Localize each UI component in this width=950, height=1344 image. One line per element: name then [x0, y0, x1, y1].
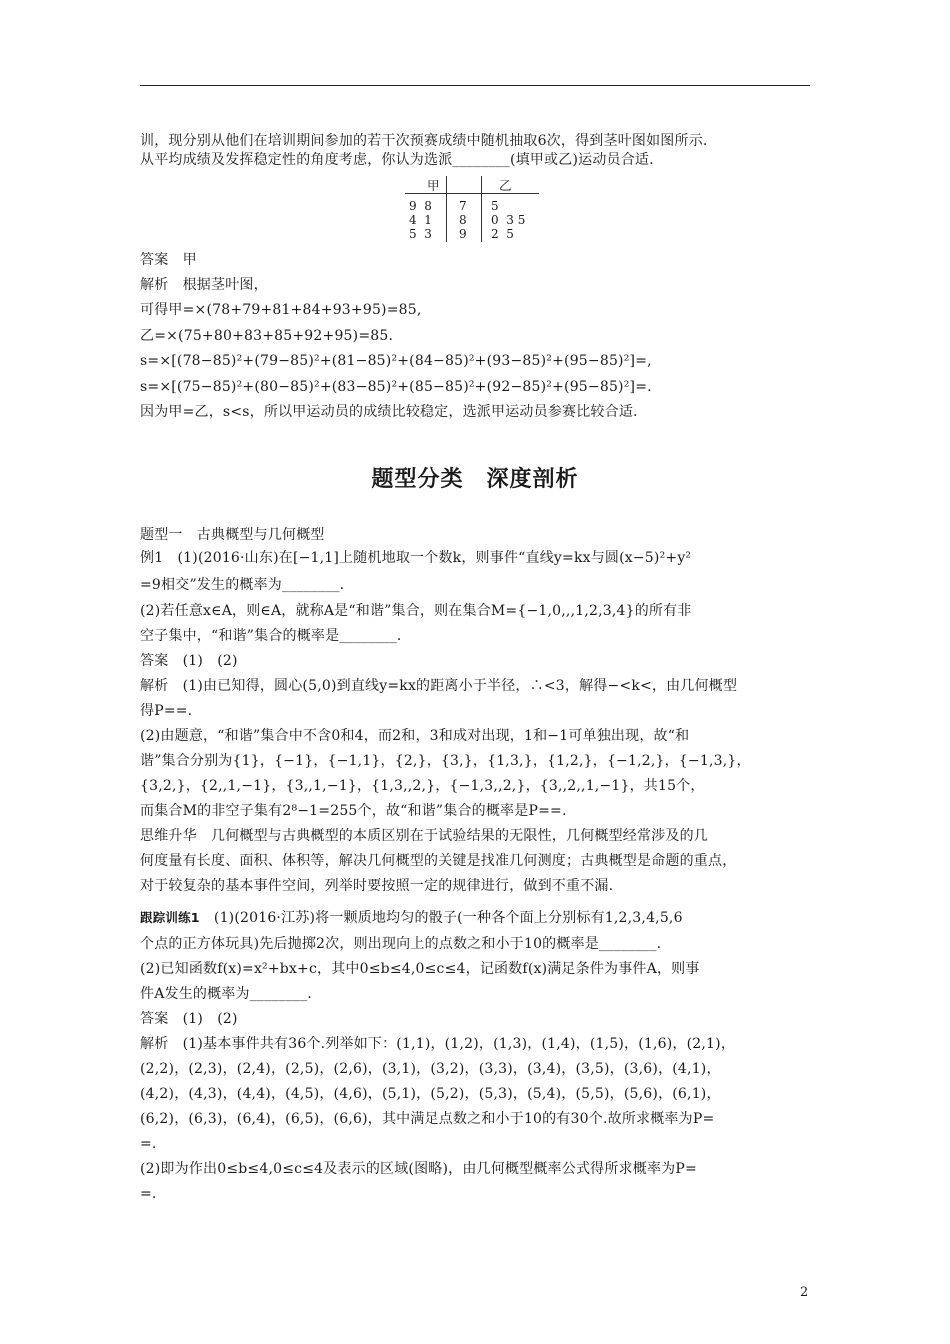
header-rule [140, 85, 810, 86]
stem-leaf-right-leaves: 5 [491, 199, 499, 213]
follow-up-text: (1)(2016·江苏)将一颗质地均匀的骰子(一种各个面上分别标有1,2,3,4,5,6 [199, 910, 683, 926]
text-line: 思维升华 几何概型与古典概型的本质区别在于试验结果的无限性，几何概型经常涉及的几 [140, 828, 708, 844]
text-line: s=×[(78−85)²+(79−85)²+(81−85)²+(84−85)²+(93−85)²+(95−85)²]=, [140, 353, 652, 369]
text-line: (2)已知函数f(x)=x²+bx+c，其中0≤b≤4,0≤c≤4，记函数f(x)满足条件为事件A，则事 [140, 961, 700, 977]
stem-leaf-header-jia: 甲 [427, 178, 440, 193]
stem-leaf-divider [446, 176, 447, 242]
analysis-line: 解析 (1)基本事件共有36个.列举如下：(1,1)，(1,2)，(1,3)，(1,4)，(1,5)，(1,6)，(2,1)， [140, 1036, 736, 1052]
stem-leaf-right-leaves: 0 3 5 [491, 213, 526, 227]
answer-line: 答案 (1) (2) [140, 1011, 238, 1027]
answer-line: 答案 (1) (2) [140, 653, 238, 669]
follow-up-label: 跟踪训练1 [140, 910, 200, 925]
text-line: (2)由题意，“和谐”集合中不含0和4，而2和，3和成对出现，1和−1可单独出现，故“和 [140, 728, 690, 744]
text-line: 训，现分别从他们在培训期间参加的若干次预赛成绩中随机抽取6次，得到茎叶图如图所示. [140, 133, 708, 149]
analysis-line: 解析 (1)由已知得，圆心(5,0)到直线y=kx的距离小于半径，∴<3，解得−<k<，由几何概型 [140, 678, 738, 694]
page-number: 2 [800, 1285, 809, 1300]
stem-leaf-stem: 7 [459, 199, 467, 213]
stem-leaf-stem: 8 [459, 213, 467, 227]
stem-leaf-left-leaves: 4 1 [409, 213, 432, 227]
section-title: 题型分类 深度剖析 [371, 467, 579, 492]
stem-leaf-header-rule [405, 193, 539, 194]
text-line: 而集合M的非空子集有2⁸−1=255个，故“和谐”集合的概率是P==. [140, 803, 567, 819]
stem-leaf-header-yi: 乙 [499, 178, 512, 193]
text-line: (2)即为作出0≤b≤4,0≤c≤4及表示的区域(图略)，由几何概型概率公式得所求概率为P= [140, 1161, 697, 1177]
text-line: (4,2)，(4,3)，(4,4)，(4,5)，(4,6)，(5,1)，(5,2)，(5,3)，(5,4)，(5,5)，(5,6)，(6,1)， [140, 1086, 721, 1102]
text-line: 得P==. [140, 703, 193, 719]
text-line: s=×[(75−85)²+(80−85)²+(83−85)²+(85−85)²+(92−85)²+(95−85)²]=. [140, 379, 652, 395]
text-line: 件A发生的概率为________. [140, 986, 312, 1002]
analysis-line: 解析 根据茎叶图， [140, 277, 268, 293]
text-line: 因为甲=乙，s<s，所以甲运动员的成绩比较稳定，选派甲运动员参赛比较合适. [140, 404, 638, 420]
text-line: 谐”集合分别为{1}，{−1}，{−1,1}，{2,}，{3,}，{1,3,}，{1,2,}，{−1,2,}，{−1,3,}， [140, 753, 751, 769]
stem-leaf-plot [405, 176, 545, 242]
text-line: 乙=×(75+80+83+85+92+95)=85. [140, 328, 394, 344]
text-line: 从平均成绩及发挥稳定性的角度考虑，你认为选派________(填甲或乙)运动员合适. [140, 152, 654, 168]
text-line: =. [140, 1136, 157, 1152]
text-line: =. [140, 1186, 157, 1202]
stem-leaf-stem: 9 [459, 227, 467, 241]
topic-heading: 题型一 古典概型与几何概型 [140, 527, 325, 543]
text-line [140, 908, 683, 928]
text-line: 空子集中，“和谐”集合的概率是________. [140, 628, 402, 644]
text-line: 可得甲=×(78+79+81+84+93+95)=85, [140, 302, 422, 318]
text-line: {3,2,}，{2,,1,−1}，{3,,1,−1}，{1,3,,2,}，{−1,3,,2,}，{3,,2,,1,−1}，共15个， [140, 778, 705, 794]
stem-leaf-left-leaves: 9 8 [409, 199, 432, 213]
text-line: (2)若任意x∈A，则∈A，就称A是“和谐”集合，则在集合M={−1,0,,,1,2,3,4}的所有非 [140, 603, 692, 619]
stem-leaf-left-leaves: 5 3 [409, 227, 432, 241]
text-line: (2,2)，(2,3)，(2,4)，(2,5)，(2,6)，(3,1)，(3,2)，(3,3)，(3,4)，(3,5)，(3,6)，(4,1)， [140, 1061, 721, 1077]
stem-leaf-divider [481, 176, 482, 242]
text-line: 何度量有长度、面积、体积等，解决几何概型的关键是找准几何测度；古典概型是命题的重点， [140, 853, 737, 869]
text-line: 例1 (1)(2016·山东)在[−1,1]上随机地取一个数k，则事件“直线y=kx与圆(x−5)²+y² [140, 550, 692, 566]
stem-leaf-right-leaves: 2 5 [491, 227, 514, 241]
text-line: 对于较复杂的基本事件空间，列举时要按照一定的规律进行，做到不重不漏. [140, 878, 614, 894]
text-line: 个点的正方体玩具)先后抛掷2次，则出现向上的点数之和小于10的概率是________. [140, 936, 662, 952]
text-line: =9相交”发生的概率为________. [140, 577, 345, 593]
text-line: (6,2)，(6,3)，(6,4)，(6,5)，(6,6)，其中满足点数之和小于10的有30个.故所求概率为P= [140, 1111, 715, 1127]
answer-line: 答案 甲 [140, 252, 197, 268]
